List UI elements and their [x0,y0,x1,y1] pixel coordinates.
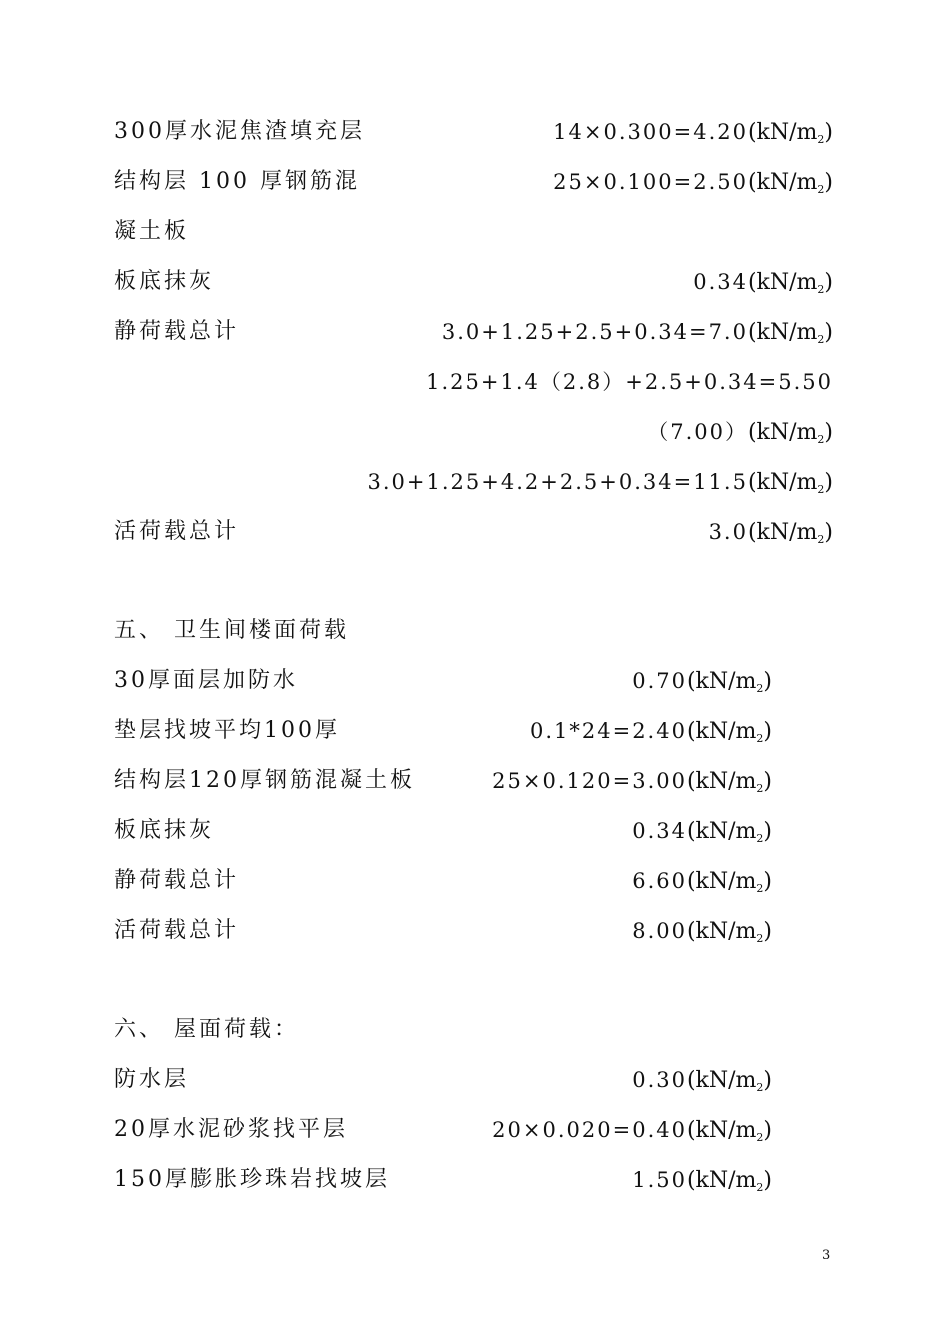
section-heading: 六、 屋面荷载： [114,1017,299,1042]
row-value: 0.34(kN/m2) [693,270,833,296]
row-label: 30厚面层加防水 [114,668,298,693]
row-label: 结构层 100 厚钢筋混 [114,169,360,194]
row-label: 150厚膨胀珍珠岩找坡层 [114,1167,390,1192]
row-value: 6.60(kN/m2) [632,869,772,895]
row-label: 板底抹灰 [114,269,215,294]
formula-line: 3.0+1.25+4.2+2.5+0.34=11.5(kN/m2) [367,470,833,496]
row-value: 25×0.120=3.00(kN/m2) [492,769,772,795]
row-value: 3.0+1.25+2.5+0.34=7.0(kN/m2) [441,320,833,346]
row-value: 0.30(kN/m2) [632,1068,772,1094]
row-value: 0.34(kN/m2) [632,819,772,845]
row-label: 活荷载总计 [114,918,240,943]
row-label: 防水层 [114,1067,190,1092]
row-value: 20×0.020=0.40(kN/m2) [492,1118,772,1144]
row-label: 静荷载总计 [114,868,240,893]
row-value: 1.50(kN/m2) [632,1168,772,1194]
row-label: 板底抹灰 [114,818,215,843]
section-heading: 五、 卫生间楼面荷载 [114,618,349,643]
row-label: 300厚水泥焦渣填充层 [114,119,365,144]
row-label: 静荷载总计 [114,319,240,344]
page-number: 3 [822,1248,831,1263]
formula-line: 1.25+1.4（2.8）+2.5+0.34=5.50 [426,370,833,394]
row-value: 8.00(kN/m2) [632,919,772,945]
row-value: 0.70(kN/m2) [632,669,772,695]
row-label: 20厚水泥砂浆找平层 [114,1117,348,1142]
row-value: 0.1*24=2.40(kN/m2) [529,719,772,745]
row-label: 凝土板 [114,219,190,244]
row-value: 14×0.300=4.20(kN/m2) [553,120,833,146]
row-label: 垫层找坡平均100厚 [114,718,340,743]
row-value: 25×0.100=2.50(kN/m2) [553,170,833,196]
row-value: 3.0(kN/m2) [708,520,833,546]
formula-line: （7.00）(kN/m2) [647,420,833,446]
row-label: 活荷载总计 [114,519,240,544]
row-label: 结构层120厚钢筋混凝土板 [114,768,415,793]
